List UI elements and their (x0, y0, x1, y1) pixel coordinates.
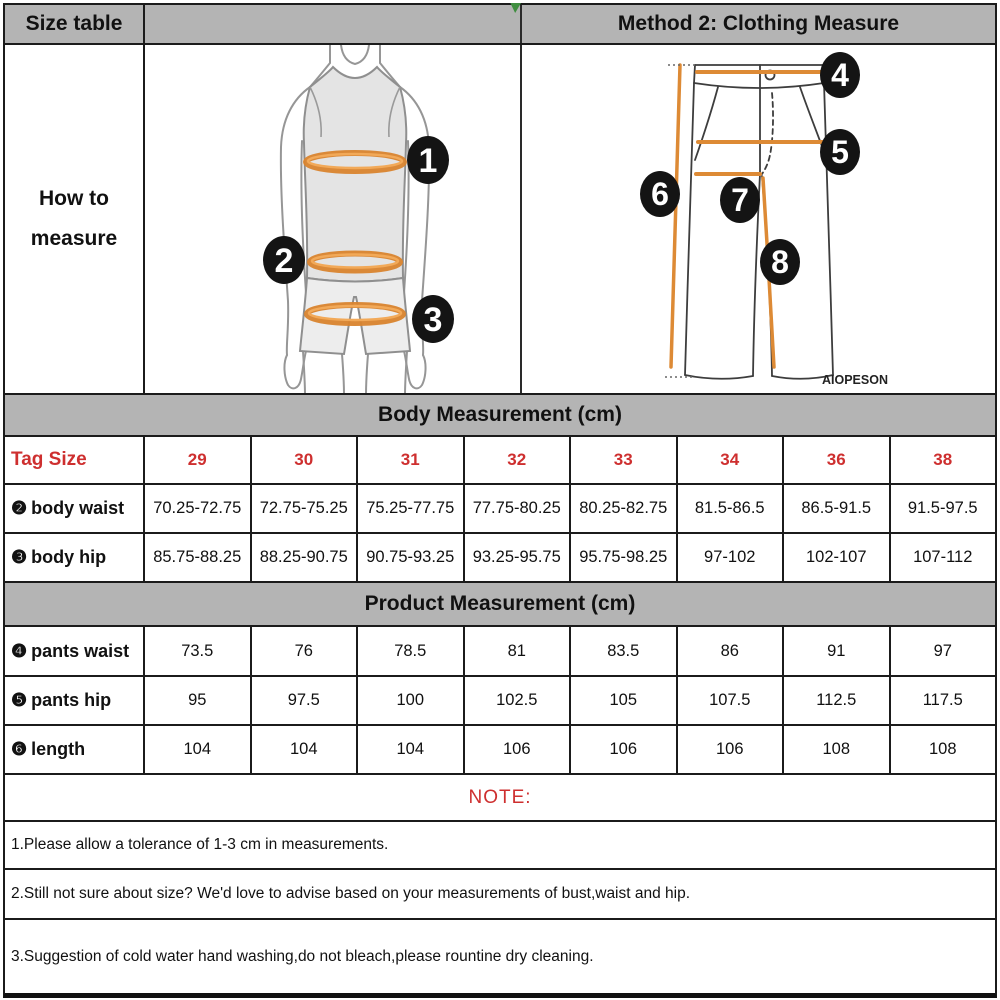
waistband-bottom (694, 83, 824, 88)
length-34: 106 (678, 726, 785, 773)
body-hip-29: 85.75-88.25 (145, 534, 252, 581)
title-bar-spacer (145, 5, 522, 43)
brand-label: AIOPESON (822, 373, 888, 387)
pants-waist-label-text: pants waist (31, 640, 130, 661)
body-diagram (145, 45, 522, 393)
body-waist-label-text: body waist (31, 498, 125, 518)
left-leg-inner (342, 354, 344, 393)
pants-waist-row (5, 627, 995, 677)
body-waist-30: 72.75-75.25 (252, 485, 359, 532)
body-waist-34: 81.5-86.5 (678, 485, 785, 532)
note-item-2: 2.Still not sure about size? We'd love to advise based on your measurements of bust,waist and hip. (5, 870, 995, 920)
method-title: Method 2: Clothing Measure (617, 12, 900, 35)
body-hip-36: 102-107 (784, 534, 891, 581)
body-waist-31: 75.25-77.75 (358, 485, 465, 532)
how-to-measure-label: How to measure (30, 187, 118, 250)
marker-8-number: 8 (771, 244, 789, 280)
pants-waist-36: 91 (784, 627, 891, 675)
pants-waist-label (5, 627, 145, 675)
right-outer-seam (824, 83, 833, 375)
right-leg-inner (366, 354, 368, 393)
pants-waist-31: 78.5 (358, 627, 465, 675)
chin-line (341, 45, 369, 64)
pants-waist-32: 81 (465, 627, 572, 675)
marker-3-number: 3 (423, 301, 443, 339)
left-hem (685, 375, 753, 379)
pants-waist-34: 86 (678, 627, 785, 675)
length-line (671, 65, 680, 367)
marker-5-number: 5 (831, 134, 849, 170)
length-label-text: length (31, 739, 86, 759)
body-figure-illustration (145, 45, 522, 393)
body-waist-label (5, 485, 145, 532)
body-hip-label (5, 534, 145, 581)
pants-waist-29: 73.5 (145, 627, 252, 675)
length-row (5, 726, 995, 775)
size-29: 29 (145, 437, 252, 483)
size-30: 30 (252, 437, 359, 483)
fly-dashed-line (762, 93, 773, 174)
pants-hip-row (5, 677, 995, 726)
body-waist-row (5, 485, 995, 534)
body-waist-36: 86.5-91.5 (784, 485, 891, 532)
pants-hip-34: 107.5 (678, 677, 785, 724)
body-hip-33: 95.75-98.25 (571, 534, 678, 581)
length-29: 104 (145, 726, 252, 773)
note-item-3: 3.Suggestion of cold water hand washing,do not bleach,please rountine dry cleaning. (11, 947, 594, 965)
how-to-measure-cell (5, 45, 145, 393)
pants-illustration (522, 45, 995, 393)
note-item-1: 1.Please allow a tolerance of 1-3 cm in measurements. (5, 822, 995, 870)
size-32: 32 (465, 437, 572, 483)
length-32: 106 (465, 726, 572, 773)
pants-hip-33: 105 (571, 677, 678, 724)
body-hip-row (5, 534, 995, 583)
length-33: 106 (571, 726, 678, 773)
pants-hip-36: 112.5 (784, 677, 891, 724)
pants-hip-31: 100 (358, 677, 465, 724)
body-hip-30: 88.25-90.75 (252, 534, 359, 581)
length-36: 108 (784, 726, 891, 773)
body-hip-38: 107-112 (913, 548, 973, 566)
circled-3-icon: ❸ (11, 547, 28, 567)
length-31: 104 (358, 726, 465, 773)
size-33: 33 (571, 437, 678, 483)
marker-2-number: 2 (274, 242, 294, 280)
marker-4-number: 4 (831, 57, 849, 93)
pants-waist-30: 76 (252, 627, 359, 675)
body-hip-label-text: body hip (31, 547, 107, 567)
pants-hip-label (5, 677, 145, 724)
size-table-title: Size table (5, 5, 145, 43)
length-label (5, 726, 145, 773)
length-38: 108 (928, 740, 957, 758)
length-30: 104 (252, 726, 359, 773)
circled-4-icon: ❹ (11, 640, 28, 661)
circled-6-icon: ❻ (11, 739, 28, 759)
tank-top (304, 67, 407, 282)
marker-1-number: 1 (418, 142, 438, 180)
pants-hip-label-text: pants hip (31, 690, 112, 710)
size-31: 31 (358, 437, 465, 483)
pants-hip-32: 102.5 (465, 677, 572, 724)
left-pocket-line (695, 87, 718, 160)
title-bar (5, 5, 995, 45)
tag-size-label: Tag Size (5, 437, 145, 483)
body-waist-33: 80.25-82.75 (571, 485, 678, 532)
body-waist-29: 70.25-72.75 (145, 485, 252, 532)
left-outer-seam (685, 83, 694, 375)
body-hip-32: 93.25-95.75 (465, 534, 572, 581)
body-hip-34: 97-102 (678, 534, 785, 581)
pants-hip-30: 97.5 (252, 677, 359, 724)
pants-hip-29: 95 (145, 677, 252, 724)
size-36: 36 (784, 437, 891, 483)
body-measurement-title: Body Measurement (cm) (5, 395, 995, 437)
circled-5-icon: ❺ (11, 690, 28, 710)
body-waist-38: 91.5-97.5 (907, 499, 978, 517)
marker-6-number: 6 (651, 176, 669, 212)
pants-waist-38: 97 (933, 641, 952, 660)
circled-2-icon: ❷ (11, 498, 28, 518)
body-waist-32: 77.75-80.25 (465, 485, 572, 532)
pants-hip-38: 117.5 (922, 691, 963, 709)
body-hip-31: 90.75-93.25 (358, 534, 465, 581)
marker-7-number: 7 (731, 182, 749, 218)
note-title: NOTE: (5, 775, 995, 822)
pants-waist-33: 83.5 (571, 627, 678, 675)
chart-frame (3, 3, 997, 998)
product-measurement-title: Product Measurement (cm) (5, 583, 995, 627)
size-34: 34 (678, 437, 785, 483)
size-38: 38 (933, 450, 953, 469)
how-to-measure-row (5, 45, 995, 395)
tag-size-row (5, 437, 995, 485)
pants-diagram (522, 45, 995, 393)
